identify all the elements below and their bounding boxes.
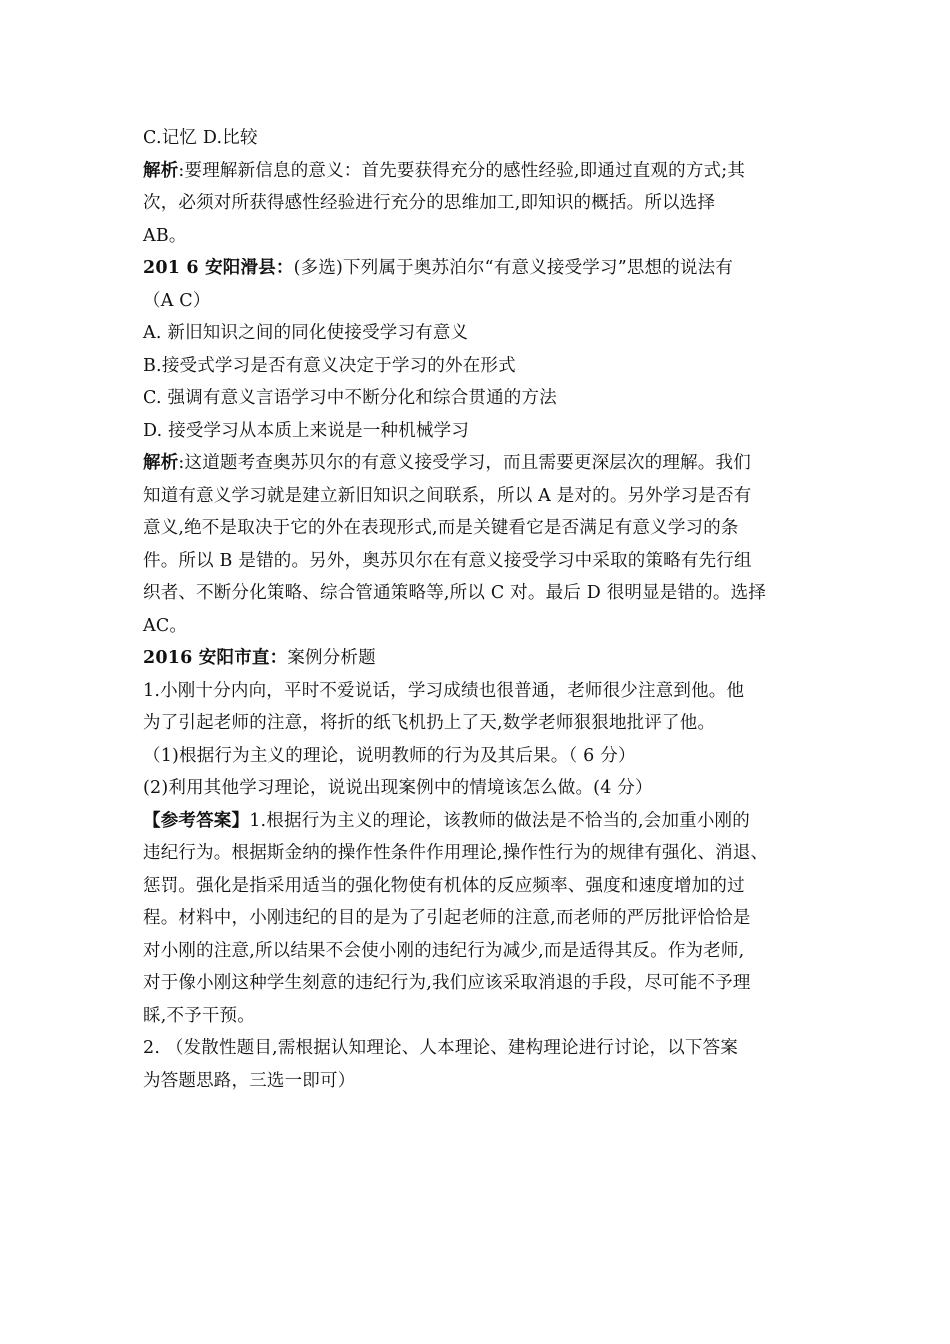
line-text: 对于像小刚这种学生刻意的违纪行为,我们应该采取消退的手段，尽可能不予理 <box>143 973 751 993</box>
text-line <box>143 935 815 968</box>
answer-line <box>143 285 815 318</box>
reference-answer-label: 【参考答案】 <box>143 810 250 831</box>
reference-answer-line <box>143 805 815 838</box>
line-text: 睬,不予干预。 <box>143 1005 255 1026</box>
text-line <box>143 837 815 870</box>
text-line <box>143 675 815 708</box>
line-text: AB。 <box>143 225 187 246</box>
line-text: 惩罚。强化是指采用适当的强化物使有机体的反应频率、强度和速度增加的过 <box>143 875 745 896</box>
line-text: 意义,绝不是取决于它的外在表现形式,而是关键看它是否满足有意义学习的条 <box>143 518 739 538</box>
option-line <box>143 415 815 448</box>
text-line <box>143 545 815 578</box>
text-line <box>143 902 815 935</box>
analysis-line <box>143 155 815 188</box>
line-text: AC。 <box>143 615 188 636</box>
line-text: 知道有意义学习就是建立新旧知识之间联系，所以 A 是对的。另外学习是否有 <box>143 485 752 506</box>
sub-question-line <box>143 772 815 805</box>
analysis-label: 解析 <box>143 160 179 181</box>
analysis-label: 解析 <box>143 453 179 473</box>
text-line <box>143 187 815 220</box>
line-text: 件。所以 B 是错的。另外，奥苏贝尔在有意义接受学习中采取的策略有先行组 <box>143 550 752 571</box>
source-label: 2016 安阳市直： <box>143 648 288 668</box>
line-text: 为了引起老师的注意，将折的纸飞机扔上了天,数学老师狠狠地批评了他。 <box>143 713 716 733</box>
line-text: :这道题考查奥苏贝尔的有意义接受学习，而且需要更深层次的理解。我们 <box>178 453 751 473</box>
text-line <box>143 967 815 1000</box>
text-line <box>143 512 815 545</box>
line-text: 对小刚的注意,所以结果不会使小刚的违纪行为减少,而是适得其反。作为老师, <box>143 940 745 961</box>
line-text: 次，必须对所获得感性经验进行充分的思维加工,即知识的概括。所以选择 <box>143 193 716 213</box>
line-text: （1)根据行为主义的理论，说明教师的行为及其后果。（ 6 分） <box>143 745 636 766</box>
document-body <box>143 122 815 1097</box>
text-line <box>143 1065 815 1098</box>
line-text: 为答题思路，三选一即可） <box>143 1070 356 1091</box>
line-text: B.接受式学习是否有意义决定于学习的外在形式 <box>143 355 516 376</box>
text-line <box>143 870 815 903</box>
line-text: 案例分析题 <box>287 648 376 668</box>
line-text: C.记忆 D.比较 <box>143 128 258 148</box>
text-line <box>143 1000 815 1033</box>
text-line <box>143 707 815 740</box>
option-line <box>143 382 815 415</box>
line-text: 1.根据行为主义的理论，该教师的做法是不恰当的,会加重小刚的 <box>249 810 750 831</box>
line-text: (2)利用其他学习理论，说说出现案例中的情境该怎么做。(4 分） <box>143 778 653 798</box>
line-text: A. 新旧知识之间的同化使接受学习有意义 <box>143 323 469 343</box>
line-text: 违纪行为。根据斯金纳的操作性条件作用理论,操作性行为的规律有强化、消退、 <box>143 843 769 863</box>
line-text: 程。材料中，小刚违纪的目的是为了引起老师的注意,而老师的严厉批评恰恰是 <box>143 908 751 928</box>
line-text: :要理解新信息的意义：首先要获得充分的感性经验,即通过直观的方式;其 <box>178 160 746 181</box>
analysis-line <box>143 447 815 480</box>
text-line <box>143 480 815 513</box>
line-text: C. 强调有意义言语学习中不断分化和综合贯通的方法 <box>143 388 557 408</box>
line-text: （A C） <box>143 290 211 311</box>
text-line <box>143 610 815 643</box>
line-text: 2. （发散性题目,需根据认知理论、人本理论、建构理论进行讨论，以下答案 <box>143 1038 739 1058</box>
section-heading-line <box>143 642 815 675</box>
text-line <box>143 1032 815 1065</box>
option-line <box>143 122 815 155</box>
sub-question-line <box>143 740 815 773</box>
line-text: 1.小刚十分内向，平时不爱说话，学习成绩也很普通，老师很少注意到他。他 <box>143 680 745 701</box>
line-text: D. 接受学习从本质上来说是一种机械学习 <box>143 420 470 441</box>
line-text: (多选)下列属于奥苏泊尔“有意义接受学习”思想的说法有 <box>293 258 734 278</box>
option-line <box>143 317 815 350</box>
source-label: 201 6 安阳滑县： <box>143 258 294 278</box>
text-line <box>143 220 815 253</box>
question-line <box>143 252 815 285</box>
option-line <box>143 350 815 383</box>
text-line <box>143 577 815 610</box>
line-text: 织者、不断分化策略、综合管通策略等,所以 C 对。最后 D 很明显是错的。选择 <box>143 583 767 603</box>
